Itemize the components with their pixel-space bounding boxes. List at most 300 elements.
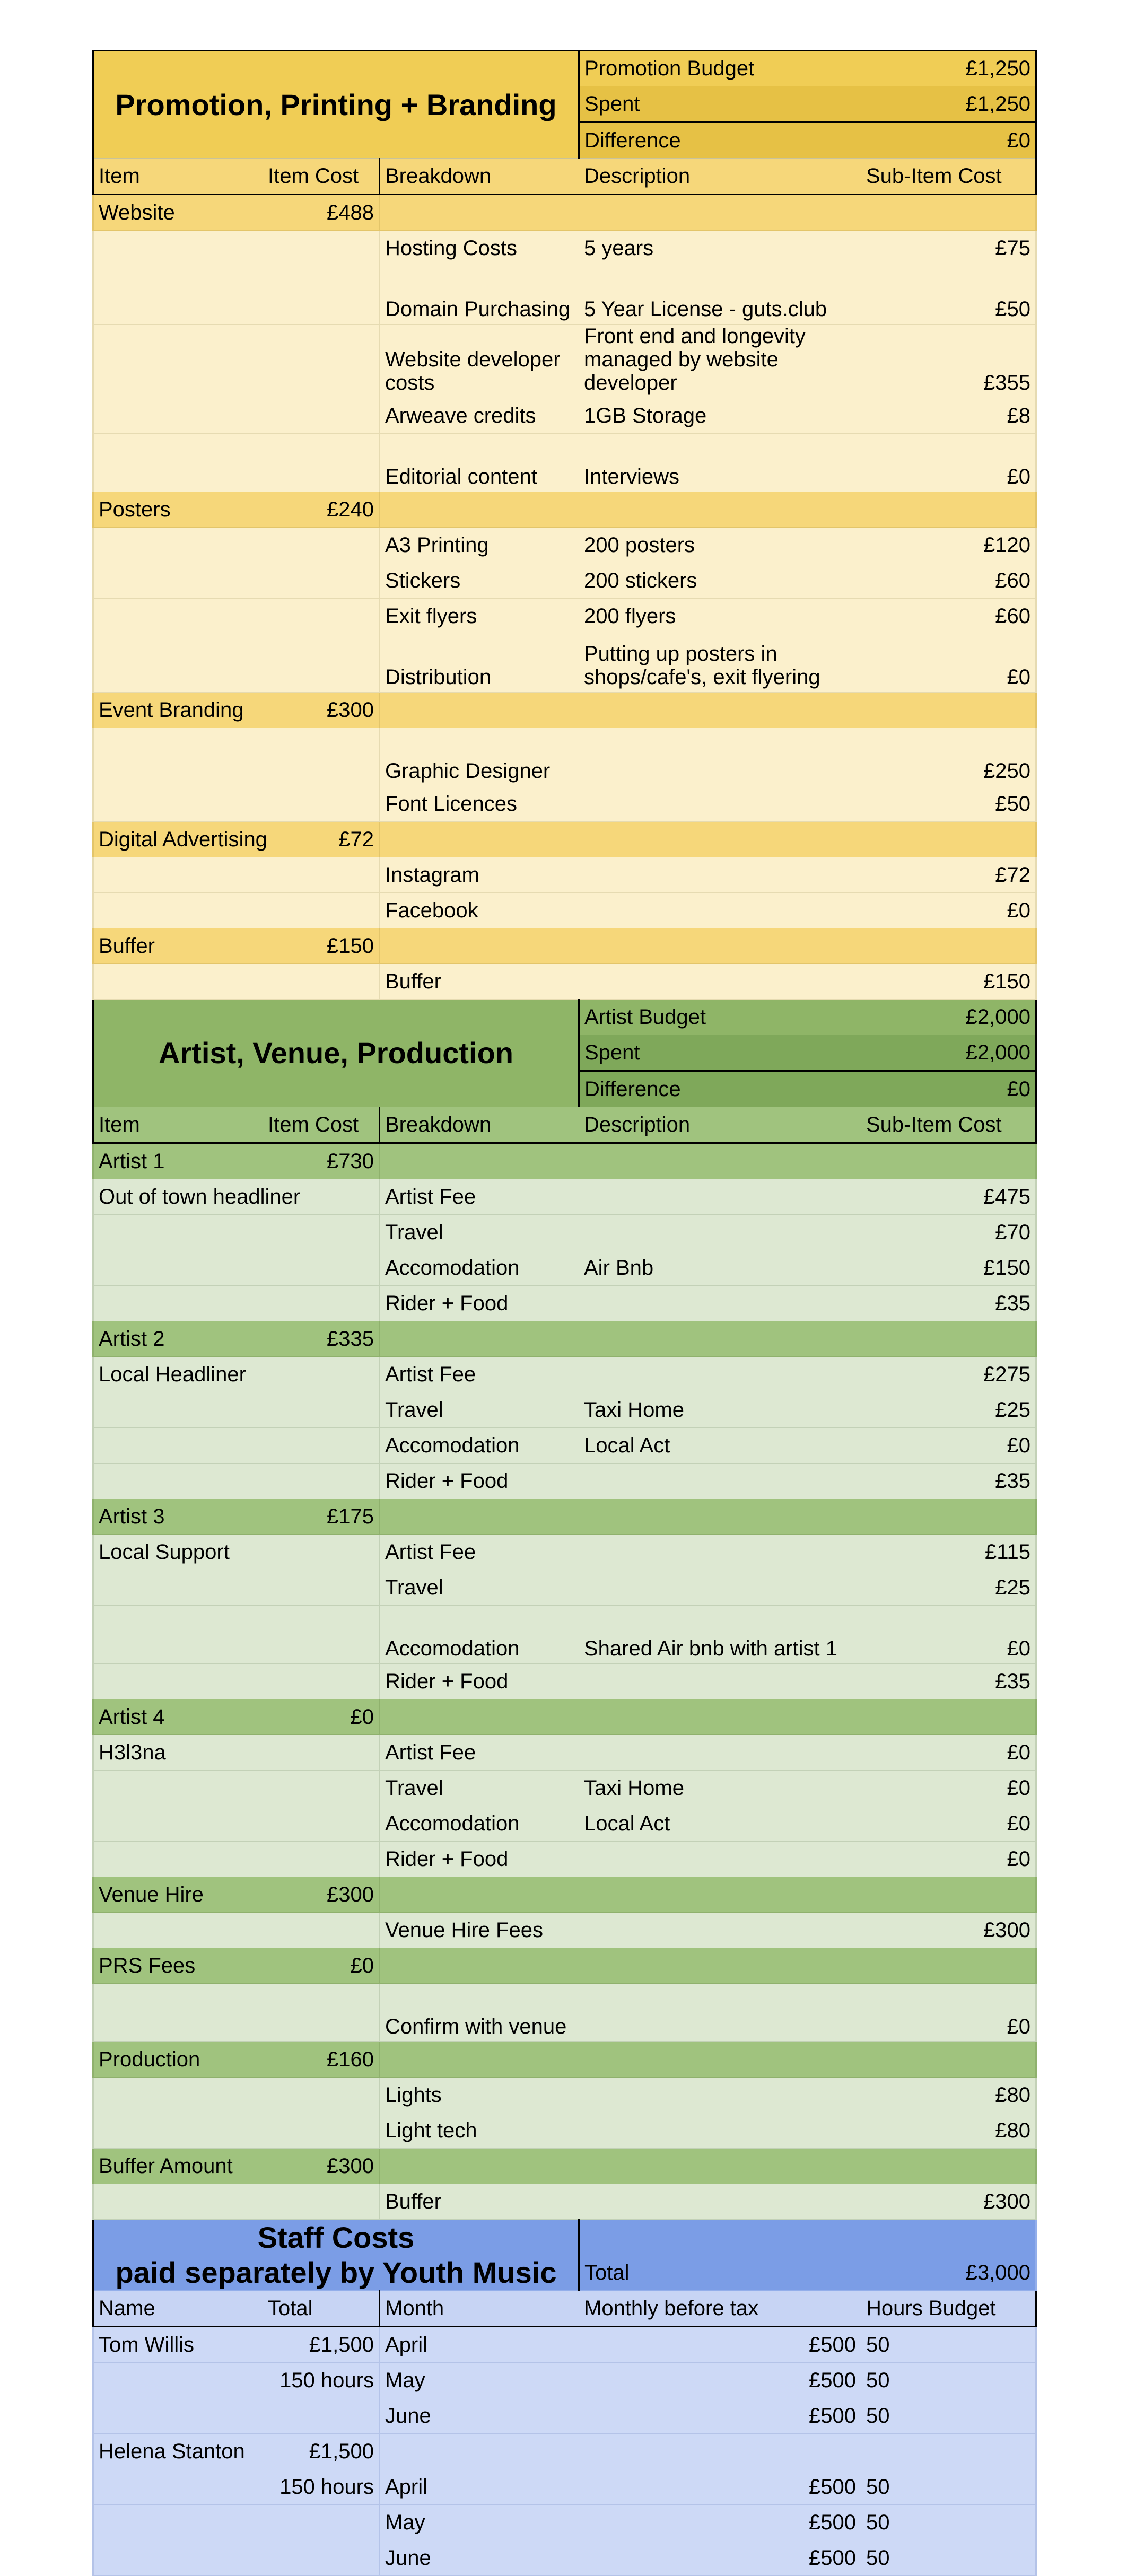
item-cost-empty[interactable] xyxy=(263,434,380,492)
sub-item-cost[interactable]: £72 xyxy=(861,857,1036,893)
breakdown[interactable]: Accomodation xyxy=(380,1606,579,1664)
description[interactable]: Front end and longevity managed by website developer xyxy=(579,325,861,398)
item-empty[interactable] xyxy=(93,1806,263,1842)
description[interactable]: Interviews xyxy=(579,434,861,492)
sub-item-cost[interactable] xyxy=(861,492,1036,528)
breakdown[interactable]: Buffer xyxy=(380,964,579,1000)
item-cost[interactable]: £240 xyxy=(263,492,380,528)
breakdown[interactable] xyxy=(380,195,579,231)
sub-item-cost[interactable]: £150 xyxy=(861,964,1036,1000)
month[interactable]: May xyxy=(380,2505,579,2540)
column-header[interactable]: Breakdown xyxy=(380,159,579,195)
breakdown[interactable] xyxy=(380,928,579,964)
item-cost-empty[interactable] xyxy=(263,1286,380,1321)
breakdown[interactable] xyxy=(380,1321,579,1357)
item-empty[interactable] xyxy=(93,563,263,599)
item-cost[interactable]: £150 xyxy=(263,928,380,964)
sub-item-cost[interactable]: £355 xyxy=(861,325,1036,398)
breakdown[interactable] xyxy=(380,693,579,728)
blank[interactable] xyxy=(579,2220,861,2255)
staff-name-empty[interactable] xyxy=(93,2363,263,2398)
sub-item-cost[interactable] xyxy=(861,1499,1036,1535)
breakdown[interactable] xyxy=(380,1499,579,1535)
item-empty[interactable] xyxy=(93,1464,263,1499)
item-empty[interactable] xyxy=(93,1771,263,1806)
sub-item-cost[interactable]: £60 xyxy=(861,563,1036,599)
item-cost-empty[interactable] xyxy=(263,266,380,325)
breakdown[interactable]: Light tech xyxy=(380,2113,579,2149)
difference-label[interactable]: Difference xyxy=(579,1071,861,1107)
item-cost-empty[interactable] xyxy=(263,1357,380,1392)
column-header[interactable]: Name xyxy=(93,2291,263,2327)
description[interactable]: Air Bnb xyxy=(579,1250,861,1286)
item-empty[interactable] xyxy=(93,634,263,693)
item-empty[interactable] xyxy=(93,1428,263,1464)
item-note[interactable]: Local Headliner xyxy=(93,1357,263,1392)
monthly-before-tax[interactable]: £500 xyxy=(579,2505,861,2540)
sub-item-cost[interactable]: £35 xyxy=(861,1286,1036,1321)
staff-total-empty[interactable] xyxy=(263,2505,380,2540)
month[interactable]: May xyxy=(380,2363,579,2398)
column-header[interactable]: Month xyxy=(380,2291,579,2327)
staff-total-empty[interactable] xyxy=(263,2540,380,2576)
item-empty[interactable] xyxy=(93,528,263,563)
description[interactable]: 1GB Storage xyxy=(579,398,861,434)
sub-item-cost[interactable]: £0 xyxy=(861,1771,1036,1806)
month[interactable]: June xyxy=(380,2398,579,2434)
item-name[interactable]: PRS Fees xyxy=(93,1948,263,1984)
item-cost-empty[interactable] xyxy=(263,786,380,822)
item-empty[interactable] xyxy=(93,1606,263,1664)
column-header[interactable]: Item Cost xyxy=(263,159,380,195)
sub-item-cost[interactable]: £115 xyxy=(861,1535,1036,1570)
spent-value[interactable]: £1,250 xyxy=(861,86,1036,122)
description[interactable]: Local Act xyxy=(579,1806,861,1842)
column-header[interactable]: Breakdown xyxy=(380,1107,579,1143)
item-cost-empty[interactable] xyxy=(263,528,380,563)
item-cost[interactable]: £72 xyxy=(263,822,380,857)
item-cost-empty[interactable] xyxy=(263,857,380,893)
description[interactable]: Taxi Home xyxy=(579,1771,861,1806)
column-header[interactable]: Total xyxy=(263,2291,380,2327)
sub-item-cost[interactable]: £25 xyxy=(861,1570,1036,1606)
item-cost-empty[interactable] xyxy=(263,563,380,599)
item-cost-empty[interactable] xyxy=(263,231,380,266)
item-cost-empty[interactable] xyxy=(263,728,380,786)
breakdown[interactable]: Accomodation xyxy=(380,1250,579,1286)
sub-item-cost[interactable]: £0 xyxy=(861,634,1036,693)
item-cost-empty[interactable] xyxy=(263,2113,380,2149)
item-name[interactable]: Artist 4 xyxy=(93,1699,263,1735)
item-cost[interactable]: £0 xyxy=(263,1948,380,1984)
staff-total[interactable]: £1,500 xyxy=(263,2434,380,2469)
breakdown[interactable]: Artist Fee xyxy=(380,1179,579,1215)
sub-item-cost[interactable] xyxy=(861,928,1036,964)
item-cost-empty[interactable] xyxy=(263,1806,380,1842)
sub-item-cost[interactable]: £475 xyxy=(861,1179,1036,1215)
monthly-before-tax[interactable]: £500 xyxy=(579,2327,861,2363)
column-header[interactable]: Hours Budget xyxy=(861,2291,1036,2327)
item-cost-empty[interactable] xyxy=(263,398,380,434)
breakdown[interactable]: Rider + Food xyxy=(380,1842,579,1877)
breakdown[interactable] xyxy=(380,492,579,528)
sub-item-cost[interactable] xyxy=(861,1321,1036,1357)
sub-item-cost[interactable]: £50 xyxy=(861,786,1036,822)
staff-name-empty[interactable] xyxy=(93,2469,263,2505)
item-empty[interactable] xyxy=(93,325,263,398)
item-cost[interactable]: £730 xyxy=(263,1143,380,1179)
item-cost-empty[interactable] xyxy=(263,1606,380,1664)
item-empty[interactable] xyxy=(93,1392,263,1428)
sub-item-cost[interactable]: £120 xyxy=(861,528,1036,563)
staff-hours[interactable]: 150 hours xyxy=(263,2363,380,2398)
sub-item-cost[interactable]: £275 xyxy=(861,1357,1036,1392)
breakdown[interactable]: Travel xyxy=(380,1570,579,1606)
description[interactable]: Putting up posters in shops/cafe's, exit flyering xyxy=(579,634,861,693)
item-empty[interactable] xyxy=(93,599,263,634)
staff-name[interactable]: Tom Willis xyxy=(93,2327,263,2363)
item-cost-empty[interactable] xyxy=(263,2078,380,2113)
breakdown[interactable]: Stickers xyxy=(380,563,579,599)
description[interactable] xyxy=(579,786,861,822)
breakdown[interactable]: Lights xyxy=(380,2078,579,2113)
item-name[interactable]: Buffer Amount xyxy=(93,2149,263,2184)
breakdown[interactable]: Website developer costs xyxy=(380,325,579,398)
item-empty[interactable] xyxy=(93,1286,263,1321)
budget-value[interactable]: £1,250 xyxy=(861,51,1036,86)
description[interactable] xyxy=(579,928,861,964)
hours-empty[interactable] xyxy=(861,2434,1036,2469)
column-header[interactable]: Sub-Item Cost xyxy=(861,159,1036,195)
description[interactable]: 5 Year License - guts.club xyxy=(579,266,861,325)
sub-item-cost[interactable] xyxy=(861,1877,1036,1913)
description[interactable] xyxy=(579,1984,861,2042)
breakdown[interactable]: Rider + Food xyxy=(380,1286,579,1321)
sub-item-cost[interactable]: £150 xyxy=(861,1250,1036,1286)
item-cost-empty[interactable] xyxy=(263,1913,380,1948)
item-cost[interactable]: £160 xyxy=(263,2042,380,2078)
description[interactable] xyxy=(579,1842,861,1877)
item-name[interactable]: Artist 2 xyxy=(93,1321,263,1357)
staff-name-empty[interactable] xyxy=(93,2540,263,2576)
breakdown[interactable] xyxy=(380,1948,579,1984)
staff-section-title[interactable] xyxy=(93,2220,579,2291)
column-header[interactable]: Item Cost xyxy=(263,1107,380,1143)
item-name[interactable]: Digital Advertising xyxy=(93,822,263,857)
item-name[interactable]: Venue Hire xyxy=(93,1877,263,1913)
month-empty[interactable] xyxy=(380,2434,579,2469)
item-cost-empty[interactable] xyxy=(263,325,380,398)
breakdown[interactable] xyxy=(380,2042,579,2078)
item-cost-empty[interactable] xyxy=(263,1428,380,1464)
column-header[interactable]: Description xyxy=(579,159,861,195)
item-empty[interactable] xyxy=(93,1664,263,1699)
sub-item-cost[interactable]: £35 xyxy=(861,1664,1036,1699)
description[interactable] xyxy=(579,2078,861,2113)
item-name[interactable]: Buffer xyxy=(93,928,263,964)
item-empty[interactable] xyxy=(93,231,263,266)
sub-item-cost[interactable]: £300 xyxy=(861,2184,1036,2220)
description[interactable] xyxy=(579,2149,861,2184)
item-cost[interactable]: £300 xyxy=(263,693,380,728)
sub-item-cost[interactable]: £25 xyxy=(861,1392,1036,1428)
month[interactable]: April xyxy=(380,2327,579,2363)
sub-item-cost[interactable] xyxy=(861,2149,1036,2184)
item-cost[interactable]: £300 xyxy=(263,1877,380,1913)
description[interactable] xyxy=(579,728,861,786)
breakdown[interactable]: Editorial content xyxy=(380,434,579,492)
sub-item-cost[interactable]: £0 xyxy=(861,893,1036,928)
item-cost-empty[interactable] xyxy=(263,1664,380,1699)
sub-item-cost[interactable]: £35 xyxy=(861,1464,1036,1499)
breakdown[interactable]: Accomodation xyxy=(380,1428,579,1464)
breakdown[interactable] xyxy=(380,822,579,857)
sub-item-cost[interactable] xyxy=(861,2042,1036,2078)
item-name[interactable]: Posters xyxy=(93,492,263,528)
item-note[interactable]: Local Support xyxy=(93,1535,263,1570)
description[interactable] xyxy=(579,1735,861,1771)
item-cost-empty[interactable] xyxy=(263,2184,380,2220)
budget-label[interactable]: Artist Budget xyxy=(579,1000,861,1035)
hours-budget[interactable]: 50 xyxy=(861,2505,1036,2540)
budget-value[interactable]: £2,000 xyxy=(861,1000,1036,1035)
item-cost[interactable]: £335 xyxy=(263,1321,380,1357)
sub-item-cost[interactable] xyxy=(861,693,1036,728)
month[interactable]: June xyxy=(380,2540,579,2576)
description[interactable]: 200 posters xyxy=(579,528,861,563)
description[interactable] xyxy=(579,1948,861,1984)
description[interactable] xyxy=(579,857,861,893)
breakdown[interactable]: Artist Fee xyxy=(380,1535,579,1570)
hours-budget[interactable]: 50 xyxy=(861,2398,1036,2434)
artist-section-title[interactable]: Artist, Venue, Production xyxy=(93,1000,579,1107)
item-cost-empty[interactable] xyxy=(263,1535,380,1570)
staff-total-empty[interactable] xyxy=(263,2398,380,2434)
description[interactable] xyxy=(579,1570,861,1606)
spent-label[interactable]: Spent xyxy=(579,86,861,122)
budget-label[interactable]: Promotion Budget xyxy=(579,51,861,86)
item-empty[interactable] xyxy=(93,1250,263,1286)
sub-item-cost[interactable] xyxy=(861,1143,1036,1179)
sub-item-cost[interactable]: £0 xyxy=(861,1806,1036,1842)
blank[interactable] xyxy=(861,2220,1036,2255)
sub-item-cost[interactable]: £0 xyxy=(861,1842,1036,1877)
sub-item-cost[interactable]: £0 xyxy=(861,1428,1036,1464)
sub-item-cost[interactable] xyxy=(861,1948,1036,1984)
description[interactable]: Local Act xyxy=(579,1428,861,1464)
description[interactable] xyxy=(579,822,861,857)
staff-name-empty[interactable] xyxy=(93,2505,263,2540)
hours-budget[interactable]: 50 xyxy=(861,2469,1036,2505)
description[interactable]: Shared Air bnb with artist 1 xyxy=(579,1606,861,1664)
breakdown[interactable]: Artist Fee xyxy=(380,1735,579,1771)
description[interactable] xyxy=(579,893,861,928)
item-note[interactable]: H3l3na xyxy=(93,1735,263,1771)
description[interactable] xyxy=(579,2042,861,2078)
breakdown[interactable] xyxy=(380,2149,579,2184)
item-cost-empty[interactable] xyxy=(263,1735,380,1771)
sub-item-cost[interactable] xyxy=(861,822,1036,857)
item-cost-empty[interactable] xyxy=(263,1215,380,1250)
description[interactable] xyxy=(579,1286,861,1321)
sub-item-cost[interactable]: £300 xyxy=(861,1913,1036,1948)
staff-hours[interactable]: 150 hours xyxy=(263,2469,380,2505)
description[interactable]: Taxi Home xyxy=(579,1392,861,1428)
sub-item-cost[interactable]: £80 xyxy=(861,2113,1036,2149)
item-empty[interactable] xyxy=(93,434,263,492)
item-name[interactable]: Production xyxy=(93,2042,263,2078)
sub-item-cost[interactable]: £8 xyxy=(861,398,1036,434)
sub-item-cost[interactable]: £0 xyxy=(861,434,1036,492)
breakdown[interactable]: Travel xyxy=(380,1392,579,1428)
description[interactable] xyxy=(579,693,861,728)
sub-item-cost[interactable]: £80 xyxy=(861,2078,1036,2113)
breakdown[interactable] xyxy=(380,1143,579,1179)
item-cost-empty[interactable] xyxy=(263,634,380,693)
item-empty[interactable] xyxy=(93,893,263,928)
description[interactable] xyxy=(579,1321,861,1357)
difference-value[interactable]: £0 xyxy=(861,1071,1036,1107)
sub-item-cost[interactable]: £75 xyxy=(861,231,1036,266)
description[interactable] xyxy=(579,1179,861,1215)
spent-label[interactable]: Spent xyxy=(579,1035,861,1071)
breakdown[interactable]: Font Licences xyxy=(380,786,579,822)
staff-name[interactable]: Helena Stanton xyxy=(93,2434,263,2469)
item-cost-empty[interactable] xyxy=(263,1842,380,1877)
breakdown[interactable]: Rider + Food xyxy=(380,1464,579,1499)
sub-item-cost[interactable]: £250 xyxy=(861,728,1036,786)
description[interactable] xyxy=(579,195,861,231)
breakdown[interactable]: Travel xyxy=(380,1215,579,1250)
item-cost-empty[interactable] xyxy=(263,1984,380,2042)
item-empty[interactable] xyxy=(93,1842,263,1877)
column-header[interactable]: Item xyxy=(93,159,263,195)
item-cost[interactable]: £0 xyxy=(263,1699,380,1735)
monthly-before-tax[interactable]: £500 xyxy=(579,2540,861,2576)
item-cost-empty[interactable] xyxy=(263,1771,380,1806)
item-empty[interactable] xyxy=(93,786,263,822)
item-empty[interactable] xyxy=(93,2113,263,2149)
item-name[interactable]: Artist 3 xyxy=(93,1499,263,1535)
breakdown[interactable]: Arweave credits xyxy=(380,398,579,434)
sub-item-cost[interactable]: £0 xyxy=(861,1735,1036,1771)
hours-budget[interactable]: 50 xyxy=(861,2363,1036,2398)
description[interactable] xyxy=(579,1464,861,1499)
description[interactable]: 5 years xyxy=(579,231,861,266)
breakdown[interactable]: Facebook xyxy=(380,893,579,928)
item-name[interactable]: Artist 1 xyxy=(93,1143,263,1179)
item-empty[interactable] xyxy=(93,2184,263,2220)
item-cost-empty[interactable] xyxy=(263,893,380,928)
staff-name-empty[interactable] xyxy=(93,2398,263,2434)
item-empty[interactable] xyxy=(93,728,263,786)
item-cost[interactable]: £488 xyxy=(263,195,380,231)
total-value[interactable]: £3,000 xyxy=(861,2255,1036,2291)
description[interactable] xyxy=(579,1357,861,1392)
total-label[interactable]: Total xyxy=(579,2255,861,2291)
breakdown[interactable]: Confirm with venue xyxy=(380,1984,579,2042)
breakdown[interactable]: A3 Printing xyxy=(380,528,579,563)
sub-item-cost[interactable]: £0 xyxy=(861,1984,1036,2042)
item-name[interactable]: Event Branding xyxy=(93,693,263,728)
description[interactable] xyxy=(579,1664,861,1699)
description[interactable]: 200 flyers xyxy=(579,599,861,634)
breakdown[interactable]: Buffer xyxy=(380,2184,579,2220)
column-header[interactable]: Item xyxy=(93,1107,263,1143)
description[interactable]: 200 stickers xyxy=(579,563,861,599)
item-empty[interactable] xyxy=(93,398,263,434)
description[interactable] xyxy=(579,1143,861,1179)
breakdown[interactable]: Artist Fee xyxy=(380,1357,579,1392)
item-note[interactable]: Out of town headliner xyxy=(93,1179,380,1215)
column-header[interactable]: Sub-Item Cost xyxy=(861,1107,1036,1143)
breakdown[interactable]: Venue Hire Fees xyxy=(380,1913,579,1948)
breakdown[interactable]: Hosting Costs xyxy=(380,231,579,266)
description[interactable] xyxy=(579,1699,861,1735)
column-header[interactable]: Description xyxy=(579,1107,861,1143)
sub-item-cost[interactable] xyxy=(861,195,1036,231)
item-empty[interactable] xyxy=(93,1570,263,1606)
item-cost-empty[interactable] xyxy=(263,1570,380,1606)
item-empty[interactable] xyxy=(93,857,263,893)
item-empty[interactable] xyxy=(93,2078,263,2113)
breakdown[interactable] xyxy=(380,1877,579,1913)
monthly-before-tax[interactable]: £500 xyxy=(579,2398,861,2434)
difference-value[interactable]: £0 xyxy=(861,122,1036,159)
description[interactable] xyxy=(579,1535,861,1570)
description[interactable] xyxy=(579,964,861,1000)
item-cost-empty[interactable] xyxy=(263,1250,380,1286)
description[interactable] xyxy=(579,1215,861,1250)
breakdown[interactable]: Rider + Food xyxy=(380,1664,579,1699)
breakdown[interactable]: Distribution xyxy=(380,634,579,693)
breakdown[interactable]: Instagram xyxy=(380,857,579,893)
difference-label[interactable]: Difference xyxy=(579,122,861,159)
hours-budget[interactable]: 50 xyxy=(861,2327,1036,2363)
spent-value[interactable]: £2,000 xyxy=(861,1035,1036,1071)
monthly-before-tax[interactable]: £500 xyxy=(579,2469,861,2505)
description[interactable] xyxy=(579,2184,861,2220)
item-cost-empty[interactable] xyxy=(263,599,380,634)
item-empty[interactable] xyxy=(93,266,263,325)
column-header[interactable]: Monthly before tax xyxy=(579,2291,861,2327)
item-empty[interactable] xyxy=(93,1913,263,1948)
monthly-before-tax[interactable]: £500 xyxy=(579,2363,861,2398)
sub-item-cost[interactable]: £70 xyxy=(861,1215,1036,1250)
description[interactable] xyxy=(579,2113,861,2149)
breakdown[interactable]: Accomodation xyxy=(380,1806,579,1842)
hours-budget[interactable]: 50 xyxy=(861,2540,1036,2576)
item-cost-empty[interactable] xyxy=(263,1392,380,1428)
breakdown[interactable]: Exit flyers xyxy=(380,599,579,634)
description[interactable] xyxy=(579,1913,861,1948)
item-cost[interactable]: £175 xyxy=(263,1499,380,1535)
month[interactable]: April xyxy=(380,2469,579,2505)
item-cost-empty[interactable] xyxy=(263,964,380,1000)
breakdown[interactable]: Domain Purchasing xyxy=(380,266,579,325)
monthly-empty[interactable] xyxy=(579,2434,861,2469)
item-name[interactable]: Website xyxy=(93,195,263,231)
staff-total[interactable]: £1,500 xyxy=(263,2327,380,2363)
breakdown[interactable]: Travel xyxy=(380,1771,579,1806)
item-cost-empty[interactable] xyxy=(263,1464,380,1499)
description[interactable] xyxy=(579,1877,861,1913)
sub-item-cost[interactable] xyxy=(861,1699,1036,1735)
item-cost[interactable]: £300 xyxy=(263,2149,380,2184)
description[interactable] xyxy=(579,1499,861,1535)
item-empty[interactable] xyxy=(93,1984,263,2042)
item-empty[interactable] xyxy=(93,1215,263,1250)
